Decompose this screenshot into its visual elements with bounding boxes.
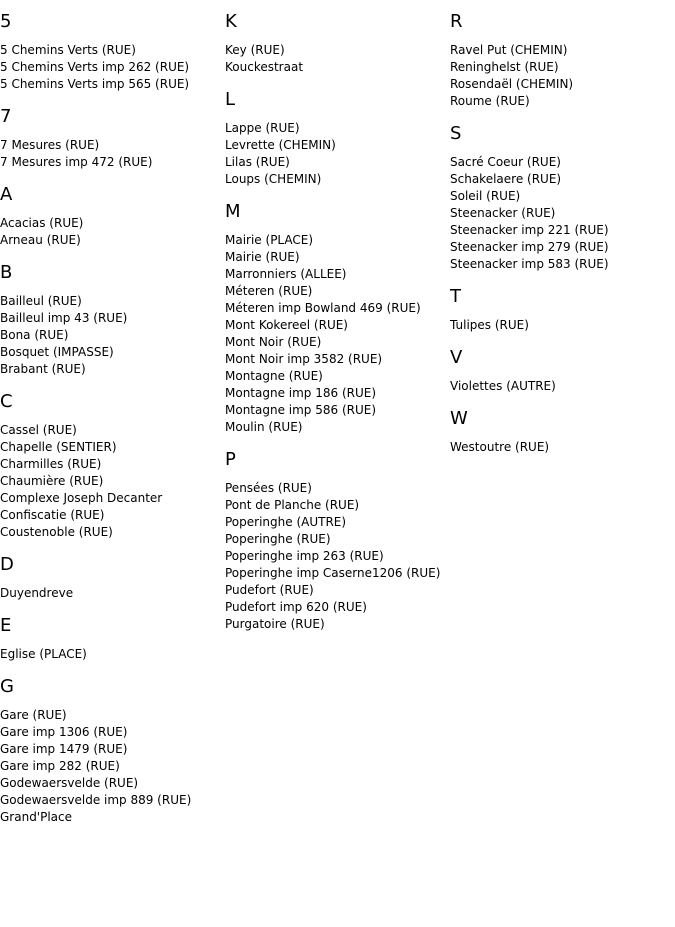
street-link[interactable]: Poperinghe imp 263 (RUE) (225, 549, 384, 563)
street-link[interactable]: Tulipes (RUE) (450, 318, 529, 332)
street-link[interactable]: Pensées (RUE) (225, 481, 312, 495)
street-link[interactable]: Brabant (RUE) (0, 362, 86, 376)
street-link[interactable]: Sacré Coeur (RUE) (450, 155, 561, 169)
street-link[interactable]: Méteren imp Bowland 469 (RUE) (225, 301, 421, 315)
street-link[interactable]: Pudefort imp 620 (RUE) (225, 600, 367, 614)
letter-heading: S (450, 123, 462, 144)
street-link[interactable]: Grand'Place (0, 810, 73, 824)
letter-group (450, 287, 675, 334)
letter-heading: D (0, 554, 14, 575)
street-link[interactable]: Mairie (PLACE) (225, 233, 314, 247)
street-link[interactable]: Duyendreve (0, 586, 74, 600)
street-link[interactable]: Gare imp 1479 (RUE) (0, 742, 128, 756)
letter-heading: K (225, 11, 237, 32)
street-list (450, 42, 675, 110)
letter-group (450, 409, 675, 456)
street-link[interactable]: Mont Kokereel (RUE) (225, 318, 348, 332)
street-list (225, 120, 450, 188)
street-link[interactable]: Méteren (RUE) (225, 284, 313, 298)
street-link[interactable]: Gare (RUE) (0, 708, 67, 722)
street-link[interactable]: Cassel (RUE) (0, 423, 77, 437)
street-link[interactable]: Rosendaël (CHEMIN) (450, 77, 574, 91)
street-link[interactable]: Complexe Joseph Decanter (0, 491, 163, 505)
street-link[interactable]: Steenacker imp 279 (RUE) (450, 240, 609, 254)
street-link[interactable]: Steenacker (RUE) (450, 206, 556, 220)
street-list (0, 137, 225, 171)
street-link[interactable]: Westoutre (RUE) (450, 440, 550, 454)
letter-group (450, 12, 675, 110)
street-link[interactable]: Kouckestraat (225, 60, 304, 74)
street-link[interactable]: Loups (CHEMIN) (225, 172, 322, 186)
street-link[interactable]: Steenacker imp 583 (RUE) (450, 257, 609, 271)
letter-heading: E (0, 615, 12, 636)
letter-heading: 7 (0, 106, 12, 127)
letter-group (225, 450, 450, 633)
street-link[interactable]: Montagne (RUE) (225, 369, 323, 383)
street-link[interactable]: Chapelle (SENTIER) (0, 440, 117, 454)
street-link[interactable]: Montagne imp 186 (RUE) (225, 386, 377, 400)
street-index-column-1 (0, 12, 225, 840)
letter-heading: A (0, 184, 13, 205)
street-link[interactable]: Poperinghe (AUTRE) (225, 515, 347, 529)
letter-heading: P (225, 449, 236, 470)
street-link[interactable]: Godewaersvelde imp 889 (RUE) (0, 793, 192, 807)
letter-group (0, 263, 225, 378)
street-list (450, 317, 675, 334)
street-link[interactable]: Charmilles (RUE) (0, 457, 102, 471)
street-link[interactable]: Poperinghe imp Caserne1206 (RUE) (225, 566, 441, 580)
street-link[interactable]: Roume (RUE) (450, 94, 530, 108)
street-link[interactable]: Soleil (RUE) (450, 189, 521, 203)
street-list (450, 154, 675, 273)
letter-heading: C (0, 391, 13, 412)
street-link[interactable]: Bosquet (IMPASSE) (0, 345, 114, 359)
letter-group (0, 107, 225, 171)
street-link[interactable]: Lilas (RUE) (225, 155, 290, 169)
street-index-column-2 (225, 12, 450, 647)
letter-heading: M (225, 201, 241, 222)
street-list (0, 293, 225, 378)
street-link[interactable]: 7 Mesures imp 472 (RUE) (0, 155, 153, 169)
street-list (0, 422, 225, 541)
street-list (0, 646, 225, 663)
street-link[interactable]: 7 Mesures (RUE) (0, 138, 100, 152)
street-link[interactable]: Lappe (RUE) (225, 121, 300, 135)
street-link[interactable]: 5 Chemins Verts imp 262 (RUE) (0, 60, 190, 74)
street-link[interactable]: Reninghelst (RUE) (450, 60, 559, 74)
letter-group (0, 555, 225, 602)
street-link[interactable]: Arneau (RUE) (0, 233, 81, 247)
street-link[interactable]: Ravel Put (CHEMIN) (450, 43, 568, 57)
street-link[interactable]: Marronniers (ALLEE) (225, 267, 347, 281)
street-link[interactable]: Pudefort (RUE) (225, 583, 314, 597)
street-link[interactable]: Schakelaere (RUE) (450, 172, 562, 186)
letter-group (450, 348, 675, 395)
letter-heading: T (450, 286, 461, 307)
street-link[interactable]: Bailleul (RUE) (0, 294, 82, 308)
street-link[interactable]: Levrette (CHEMIN) (225, 138, 336, 152)
street-link[interactable]: Poperinghe (RUE) (225, 532, 331, 546)
letter-heading: W (450, 408, 468, 429)
street-list (0, 585, 225, 602)
letter-heading: V (450, 347, 463, 368)
letter-group (0, 616, 225, 663)
street-link[interactable]: Mont Noir imp 3582 (RUE) (225, 352, 383, 366)
letter-heading: G (0, 676, 14, 697)
letter-group (0, 392, 225, 541)
letter-group (225, 90, 450, 188)
street-link[interactable]: 5 Chemins Verts (RUE) (0, 43, 136, 57)
street-link[interactable]: Pont de Planche (RUE) (225, 498, 360, 512)
letter-heading: R (450, 11, 463, 32)
street-link[interactable]: Chaumière (RUE) (0, 474, 104, 488)
letter-group (450, 124, 675, 273)
street-link[interactable]: Bailleul imp 43 (RUE) (0, 311, 128, 325)
street-link[interactable]: Confiscatie (RUE) (0, 508, 105, 522)
street-list (0, 215, 225, 249)
street-link[interactable]: Acacias (RUE) (0, 216, 84, 230)
street-link[interactable]: Moulin (RUE) (225, 420, 303, 434)
street-link[interactable]: Eglise (PLACE) (0, 647, 87, 661)
letter-heading: B (0, 262, 13, 283)
letter-group (0, 12, 225, 93)
letter-group (225, 202, 450, 436)
street-index-column-3 (450, 12, 675, 470)
letter-heading: 5 (0, 11, 12, 32)
street-link[interactable]: Violettes (AUTRE) (450, 379, 556, 393)
street-list (450, 378, 675, 395)
street-link[interactable]: Gare imp 282 (RUE) (0, 759, 120, 773)
letter-group (225, 12, 450, 76)
street-list (450, 439, 675, 456)
street-list (225, 42, 450, 76)
street-link[interactable]: Gare imp 1306 (RUE) (0, 725, 128, 739)
street-list (0, 707, 225, 826)
letter-group (0, 185, 225, 249)
street-link[interactable]: Coustenoble (RUE) (0, 525, 113, 539)
street-list (0, 42, 225, 93)
street-list (225, 480, 450, 633)
street-list (225, 232, 450, 436)
street-link[interactable]: Montagne imp 586 (RUE) (225, 403, 377, 417)
street-link[interactable]: Mairie (RUE) (225, 250, 300, 264)
letter-heading: L (225, 89, 236, 110)
street-link[interactable]: Purgatoire (RUE) (225, 617, 325, 631)
street-link[interactable]: 5 Chemins Verts imp 565 (RUE) (0, 77, 190, 91)
street-link[interactable]: Godewaersvelde (RUE) (0, 776, 139, 790)
street-link[interactable]: Key (RUE) (225, 43, 285, 57)
street-link[interactable]: Mont Noir (RUE) (225, 335, 322, 349)
letter-group (0, 677, 225, 826)
street-link[interactable]: Steenacker imp 221 (RUE) (450, 223, 609, 237)
street-link[interactable]: Bona (RUE) (0, 328, 69, 342)
